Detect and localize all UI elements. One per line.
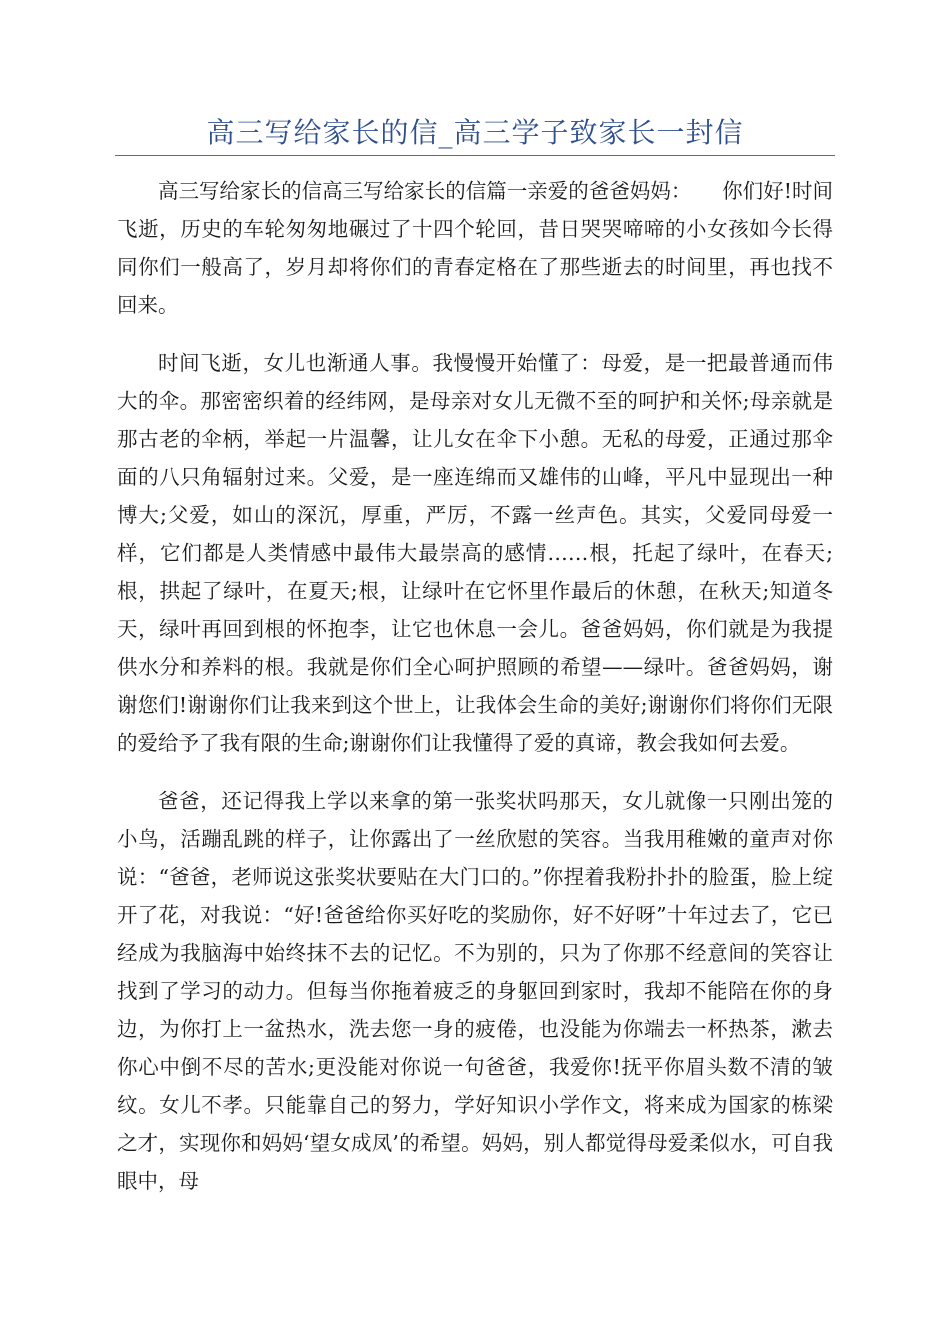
document-body — [117, 172, 833, 1220]
title-underline — [115, 155, 835, 156]
paragraph: 爸爸，还记得我上学以来拿的第一张奖状吗那天，女儿就像一只刚出笼的小鸟，活蹦乱跳的样子，让你露出了一丝欣慰的笑容。当我用稚嫩的童声对你说：“爸爸，老师说这张奖状要贴在大门口的。”你捏着我粉扑扑的脸蛋，脸上绽开了花，对我说：“好!爸爸给你买好吃的奖励你，好不好呀”十年过去了，它已经成为我脑海中始终抹不去的记忆。不为别的，只为了你那不经意间的笑容让找到了学习的动力。但每当你拖着疲乏的身躯回到家时，我却不能陪在你的身边，为你打上一盆热水，洗去您一身的疲倦，也没能为你端去一杯热茶，漱去你心中倒不尽的苦水;更没能对你说一句爸爸，我爱你!抚平你眉头数不清的皱纹。女儿不孝。只能靠自己的努力，学好知识小学作文，将来成为国家的栋梁之才，实现你和妈妈‘望女成凤’的希望。妈妈，别人都觉得母爱柔似水，可自我眼中，母 — [117, 789, 833, 1193]
document-title: 高三写给家长的信_高三学子致家长一封信 — [206, 116, 744, 149]
paragraph: 高三写给家长的信高三写给家长的信篇一亲爱的爸爸妈妈： 你们好!时间飞逝，历史的车轮匆匆地碾过了十四个轮回，昔日哭哭啼啼的小女孩如今长得同你们一般高了，岁月却将你们的青春定格在了那些逝去的时间里，再也找不回来。 — [117, 179, 833, 317]
paragraph: 时间飞逝，女儿也渐通人事。我慢慢开始懂了：母爱，是一把最普通而伟大的伞。那密密织着的经纬网，是母亲对女儿无微不至的呵护和关怀;母亲就是那古老的伞柄，举起一片温馨，让儿女在伞下小憩。无私的母爱，正通过那伞面的八只角辐射过来。父爱，是一座连绵而又雄伟的山峰，平凡中显现出一种博大;父爱，如山的深沉，厚重，严厉，不露一丝声色。其实，父爱同母爱一样，它们都是人类情感中最伟大最崇高的感情……根，托起了绿叶，在春天;根，拱起了绿叶，在夏天;根，让绿叶在它怀里作最后的休憩，在秋天;知道冬天，绿叶再回到根的怀抱李，让它也休息一会儿。爸爸妈妈，你们就是为我提供水分和养料的根。我就是你们全心呵护照顾的希望——绿叶。爸爸妈妈，谢谢您们!谢谢你们让我来到这个世上，让我体会生命的美好;谢谢你们将你们无限的爱给予了我有限的生命;谢谢你们让我懂得了爱的真谛，教会我如何去爱。 — [117, 351, 833, 755]
